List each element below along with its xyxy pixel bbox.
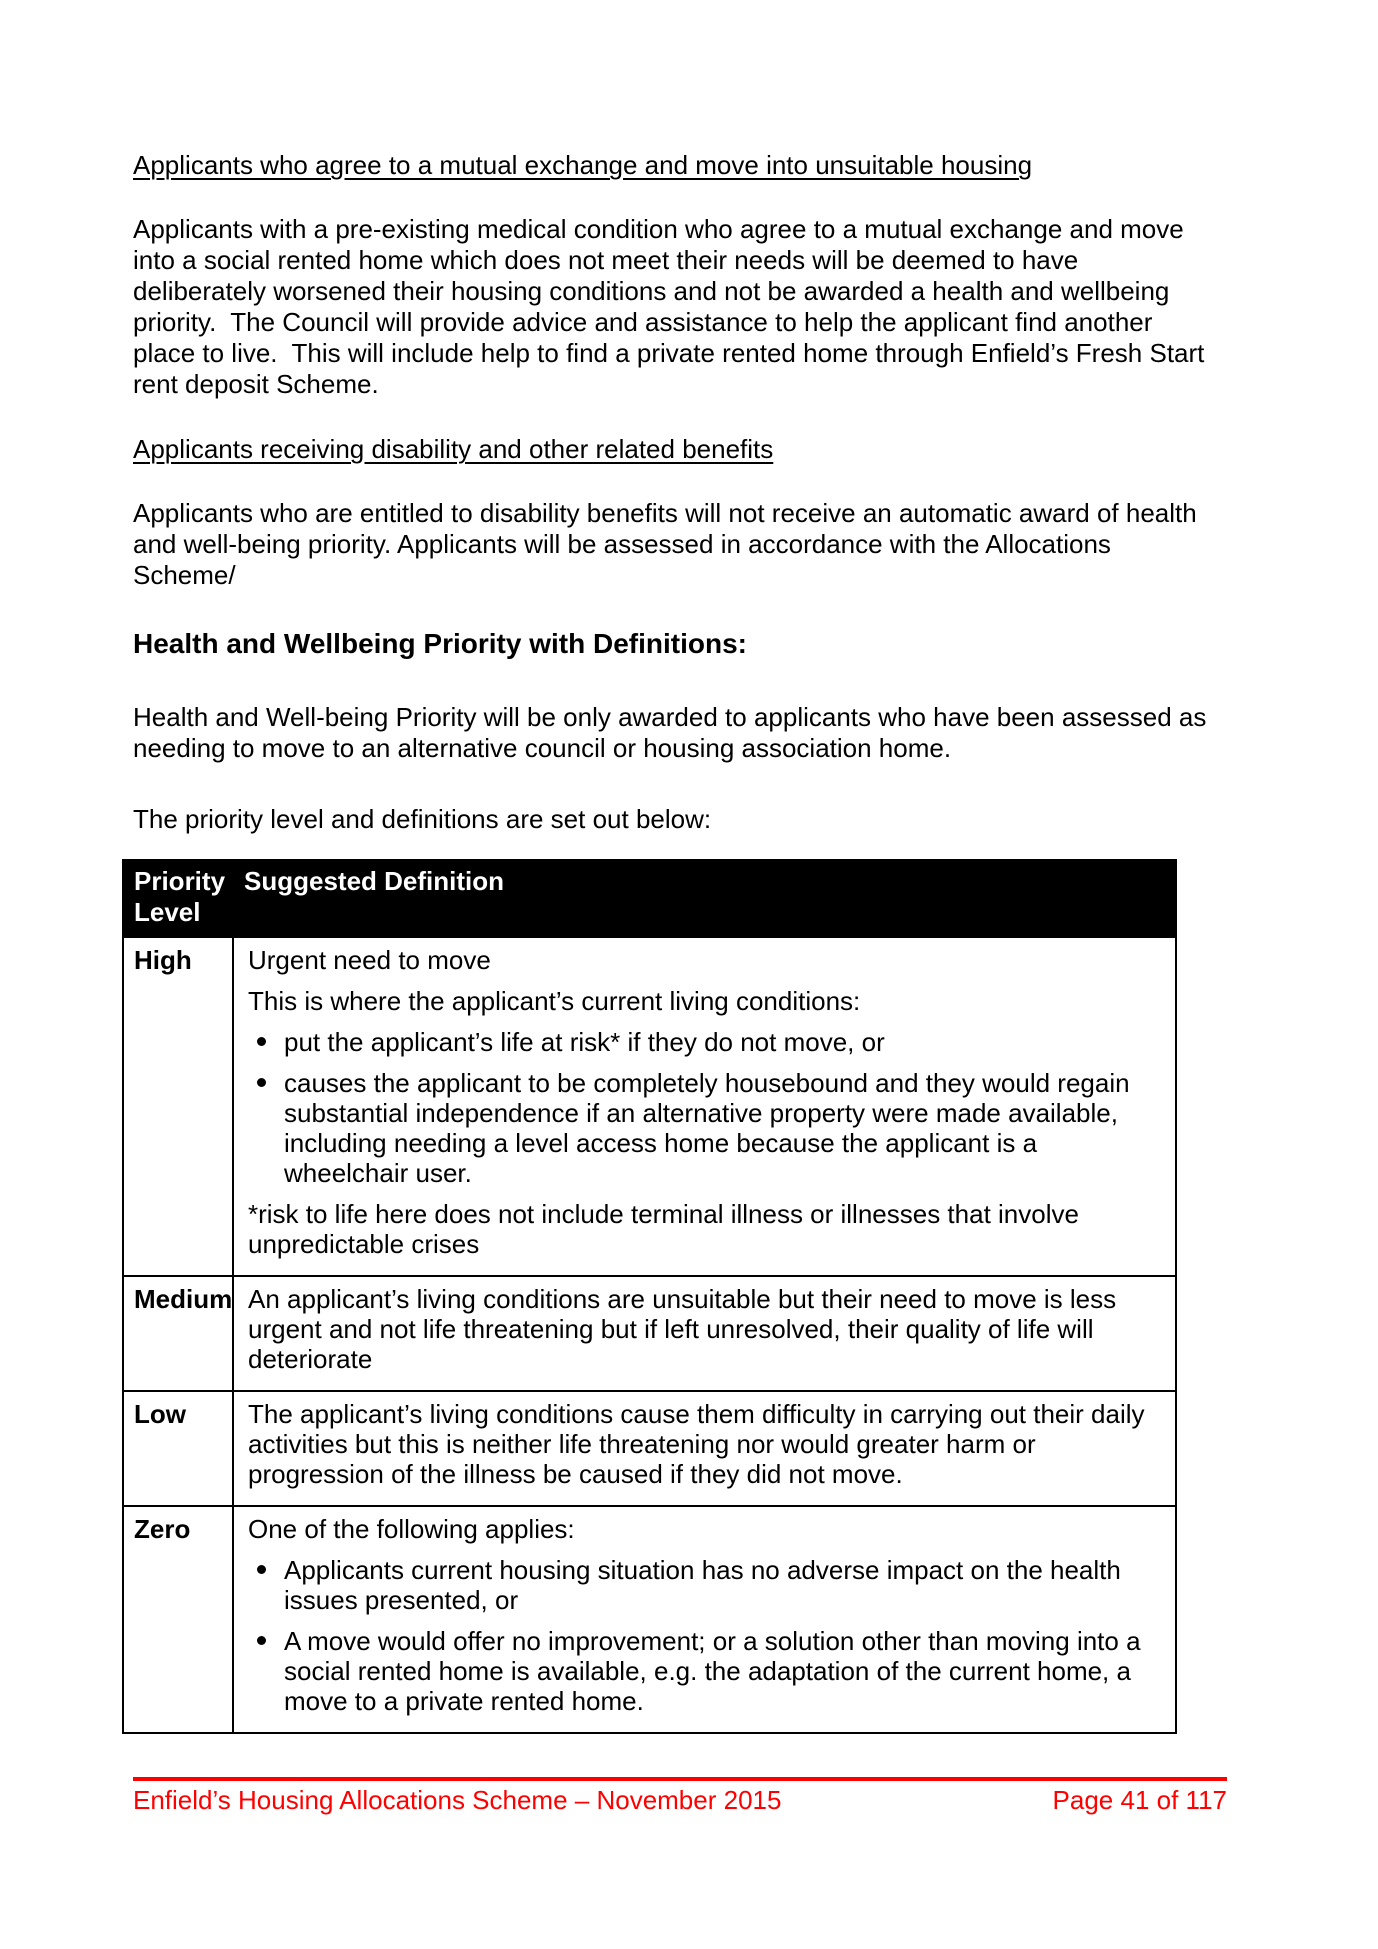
table-row bbox=[123, 1276, 1176, 1391]
paragraph-mutual-exchange: Applicants with a pre-existing medical condition who agree to a mutual exchange and move into a social rented home which does not meet their needs will be deemed to have deliberately worsened their housing conditions and not be awarded a health and wellbeing priority. The Council will provide advice and assistance to help the applicant find another place to live. This will include help to find a private rented home through Enfield’s Fresh Start rent deposit Scheme. bbox=[133, 214, 1212, 399]
footer-document-title: Enfield’s Housing Allocations Scheme – November 2015 bbox=[133, 1785, 782, 1815]
column-header-priority-level: Priority Level bbox=[123, 860, 233, 937]
table-row bbox=[123, 1506, 1176, 1733]
definition-bullet-list bbox=[248, 1027, 1163, 1188]
heading-health-wellbeing-definitions: Health and Wellbeing Priority with Definitions: bbox=[133, 628, 747, 659]
definition-cell bbox=[233, 1391, 1176, 1506]
paragraph-priority-award: Health and Well-being Priority will be only awarded to applicants who have been assessed as needing to move to an alternative council or housing association home. bbox=[133, 702, 1214, 763]
footer-page-number: Page 41 of 117 bbox=[1052, 1785, 1227, 1815]
definition-cell bbox=[233, 1276, 1176, 1391]
priority-definitions-table bbox=[122, 859, 1177, 1734]
paragraph-priority-intro: The priority level and definitions are set out below: bbox=[133, 804, 712, 834]
table-header-row bbox=[123, 860, 1176, 937]
priority-level-cell: Low bbox=[123, 1391, 233, 1506]
definition-paragraph: An applicant’s living conditions are unsuitable but their need to move is less urgent and not life threatening but if left unresolved, their quality of life will deteriorate bbox=[248, 1284, 1124, 1374]
page-content bbox=[133, 0, 1214, 1734]
bullet-item: A move would offer no improvement; or a solution other than moving into a social rented home is available, e.g. the adaptation of the current home, a move to a private rented home. bbox=[248, 1626, 1163, 1716]
bullet-item: put the applicant’s life at risk* if they do not move, or bbox=[248, 1027, 1163, 1057]
column-header-suggested-definition: Suggested Definition bbox=[233, 860, 1176, 937]
paragraph-disability-benefits: Applicants who are entitled to disability benefits will not receive an automatic award of health and well-being priority. Applicants will be assessed in accordance with the Allocations Scheme/ bbox=[133, 498, 1204, 590]
bullet-item: causes the applicant to be completely housebound and they would regain substantial independence if an alternative property were made available, including needing a level access home because the applicant is a wheelchair user. bbox=[248, 1068, 1163, 1188]
bullet-item: Applicants current housing situation has no adverse impact on the health issues presented, or bbox=[248, 1555, 1163, 1615]
definition-bullet-list bbox=[248, 1555, 1163, 1716]
priority-level-cell: High bbox=[123, 937, 233, 1276]
priority-level-cell: Medium bbox=[123, 1276, 233, 1391]
heading-disability-benefits: Applicants receiving disability and other related benefits bbox=[133, 434, 774, 464]
definition-cell bbox=[233, 1506, 1176, 1733]
definition-cell bbox=[233, 937, 1176, 1276]
page-footer bbox=[133, 1777, 1227, 1816]
definition-paragraph: The applicant’s living conditions cause them difficulty in carrying out their daily activities but this is neither life threatening nor would greater harm or progression of the illness be caused if they did not move. bbox=[248, 1399, 1152, 1489]
heading-mutual-exchange: Applicants who agree to a mutual exchange and move into unsuitable housing bbox=[133, 150, 1033, 180]
definition-paragraph: Urgent need to move bbox=[248, 945, 491, 975]
definition-paragraph: *risk to life here does not include terminal illness or illnesses that involve unpredictable crises bbox=[248, 1199, 1087, 1259]
definition-paragraph: One of the following applies: bbox=[248, 1514, 575, 1544]
definition-paragraph: This is where the applicant’s current living conditions: bbox=[248, 986, 861, 1016]
priority-level-cell: Zero bbox=[123, 1506, 233, 1733]
table-row bbox=[123, 937, 1176, 1276]
table-row bbox=[123, 1391, 1176, 1506]
priority-table-body bbox=[123, 937, 1176, 1733]
